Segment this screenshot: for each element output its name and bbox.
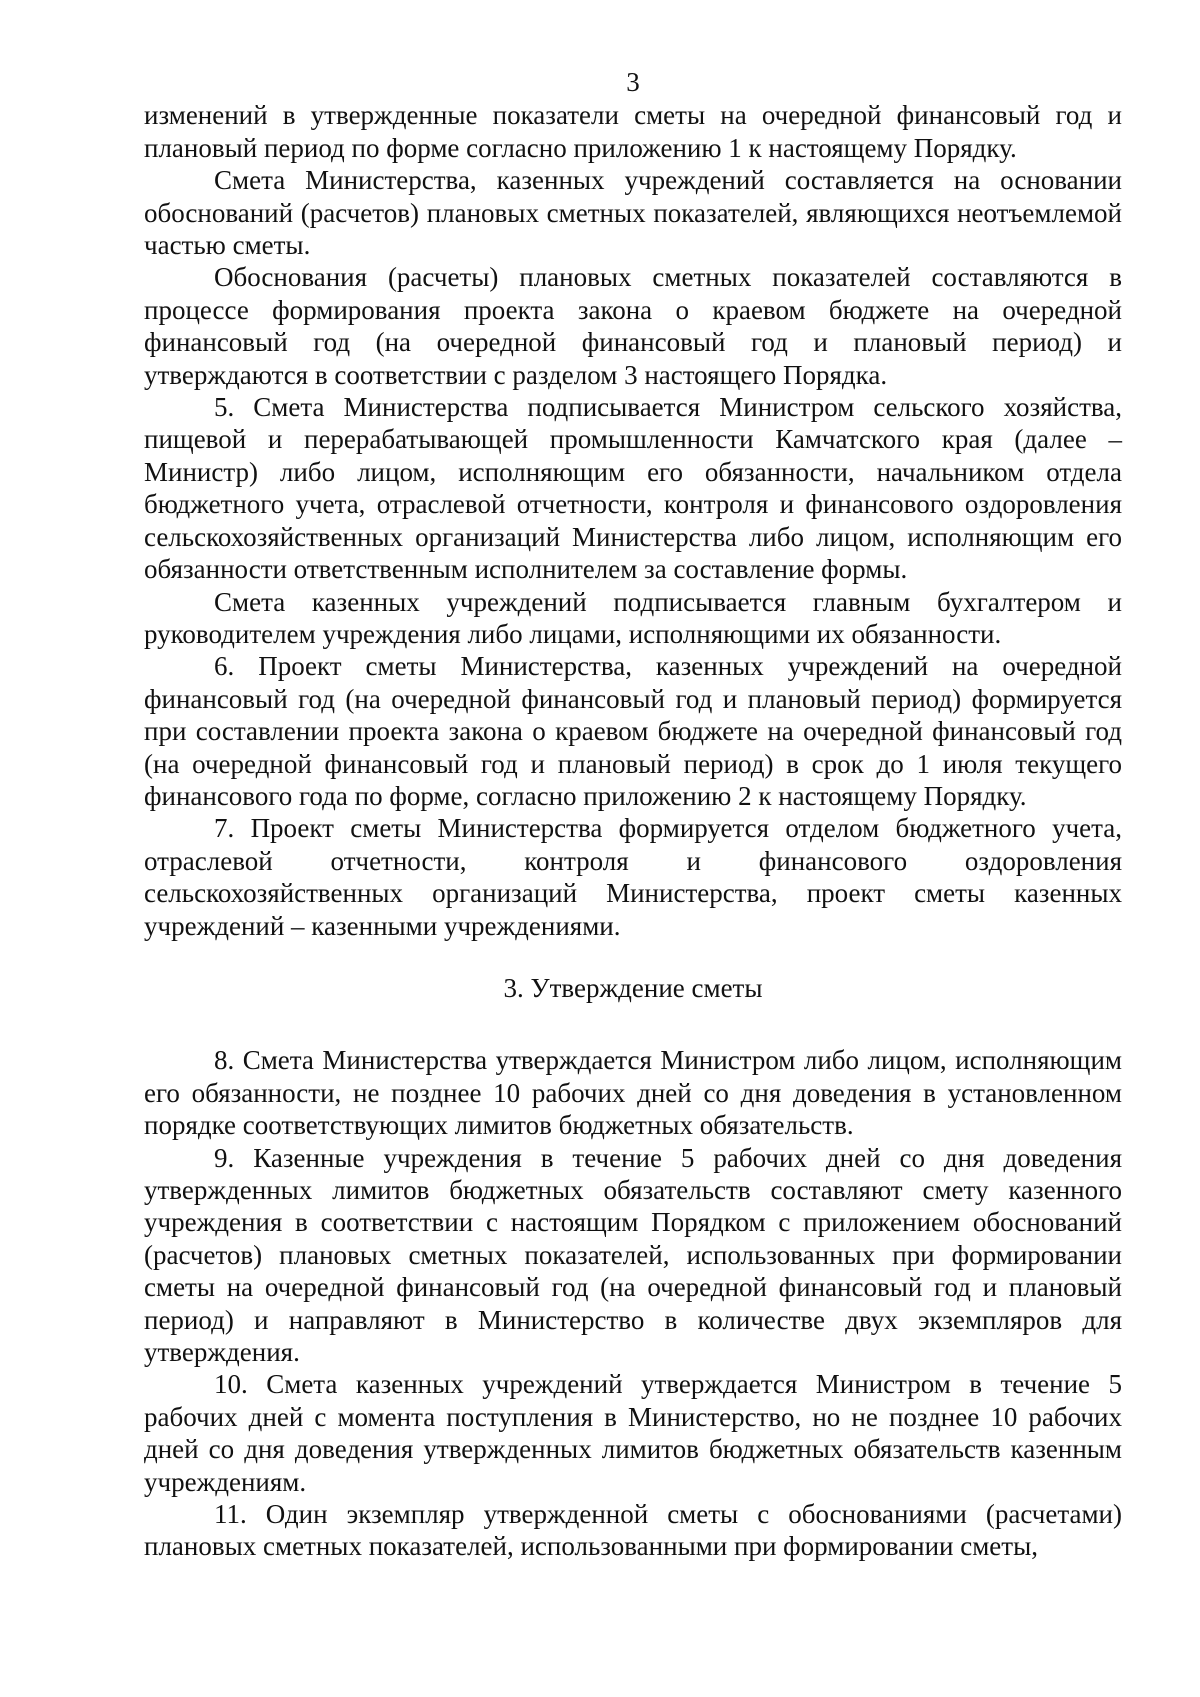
paragraph: изменений в утвержденные показатели сметы на очередной финансовый год и плановый период по форме согласно приложению 1 к настоящему Порядку.: [144, 100, 1122, 163]
document-page: [144, 66, 1122, 1563]
paragraphs-after: [144, 1044, 1122, 1563]
paragraph-item-6: 6. Проект сметы Министерства, казенных учреждений на очередной финансовый год (на очередной финансовый год и плановый период) формируется при составлении проекта закона о краевом бюджете на очередной финансовый год (на очередной финансовый год и плановый период) в срок до 1 июля текущего финансового года по форме, согласно приложению 2 к настоящему Порядку.: [144, 651, 1122, 811]
paragraph: Смета казенных учреждений подписывается главным бухгалтером и руководителем учреждения либо лицами, исполняющими их обязанности.: [144, 586, 1122, 649]
paragraph-item-8: 8. Смета Министерства утверждается Министром либо лицом, исполняющим его обязанности, не позднее 10 рабочих дней со дня доведения в установленном порядке соответствующих лимитов бюджетных обязательств.: [144, 1045, 1122, 1141]
paragraph: Смета Министерства, казенных учреждений составляется на основании обоснований (расчетов) плановых сметных показателей, являющихся неотъемлемой частью сметы.: [144, 165, 1122, 261]
section-heading: 3. Утверждение сметы: [503, 972, 763, 1003]
paragraph-item-9: 9. Казенные учреждения в течение 5 рабочих дней со дня доведения утвержденных лимитов бюджетных обязательств составляют смету казенного учреждения в соответствии с настоящим Порядком с приложением обоснований (расчетов) плановых сметных показателей, использованных при формировании сметы на очередной финансовый год (на очередной финансовый год и плановый период) и направляют в Министерство в количестве двух экземпляров для утверждения.: [144, 1142, 1122, 1368]
paragraph: Обоснования (расчеты) плановых сметных показателей составляются в процессе формирования проекта закона о краевом бюджете на очередной финансовый год (на очередной финансовый год и плановый период) и утверждаются в соответствии с разделом 3 настоящего Порядка.: [144, 262, 1122, 390]
paragraph-item-11: 11. Один экземпляр утвержденной сметы с обоснованиями (расчетами) плановых сметных показателей, использованными при формировании сметы,: [144, 1499, 1122, 1562]
page-number: 3: [626, 67, 640, 97]
paragraph-item-7: 7. Проект сметы Министерства формируется отделом бюджетного учета, отраслевой отчетности, контроля и финансового оздоровления сельскохозяйственных организаций Министерства, проект сметы казенных учреждений – казенными учреждениями.: [144, 813, 1122, 941]
paragraph-item-5: 5. Смета Министерства подписывается Министром сельского хозяйства, пищевой и перерабатывающей промышленности Камчатского края (далее – Министр) либо лицом, исполняющим его обязанности, начальником отдела бюджетного учета, отраслевой отчетности, контроля и финансового оздоровления сельскохозяйственных организаций Министерства либо лицом, исполняющим его обязанности ответственным исполнителем за составление формы.: [144, 392, 1122, 585]
paragraphs-before: [144, 99, 1122, 942]
paragraph-item-10: 10. Смета казенных учреждений утверждается Министром в течение 5 рабочих дней с момента поступления в Министерство, но не позднее 10 рабочих дней со дня доведения утвержденных лимитов бюджетных обязательств казенным учреждениям.: [144, 1369, 1122, 1497]
